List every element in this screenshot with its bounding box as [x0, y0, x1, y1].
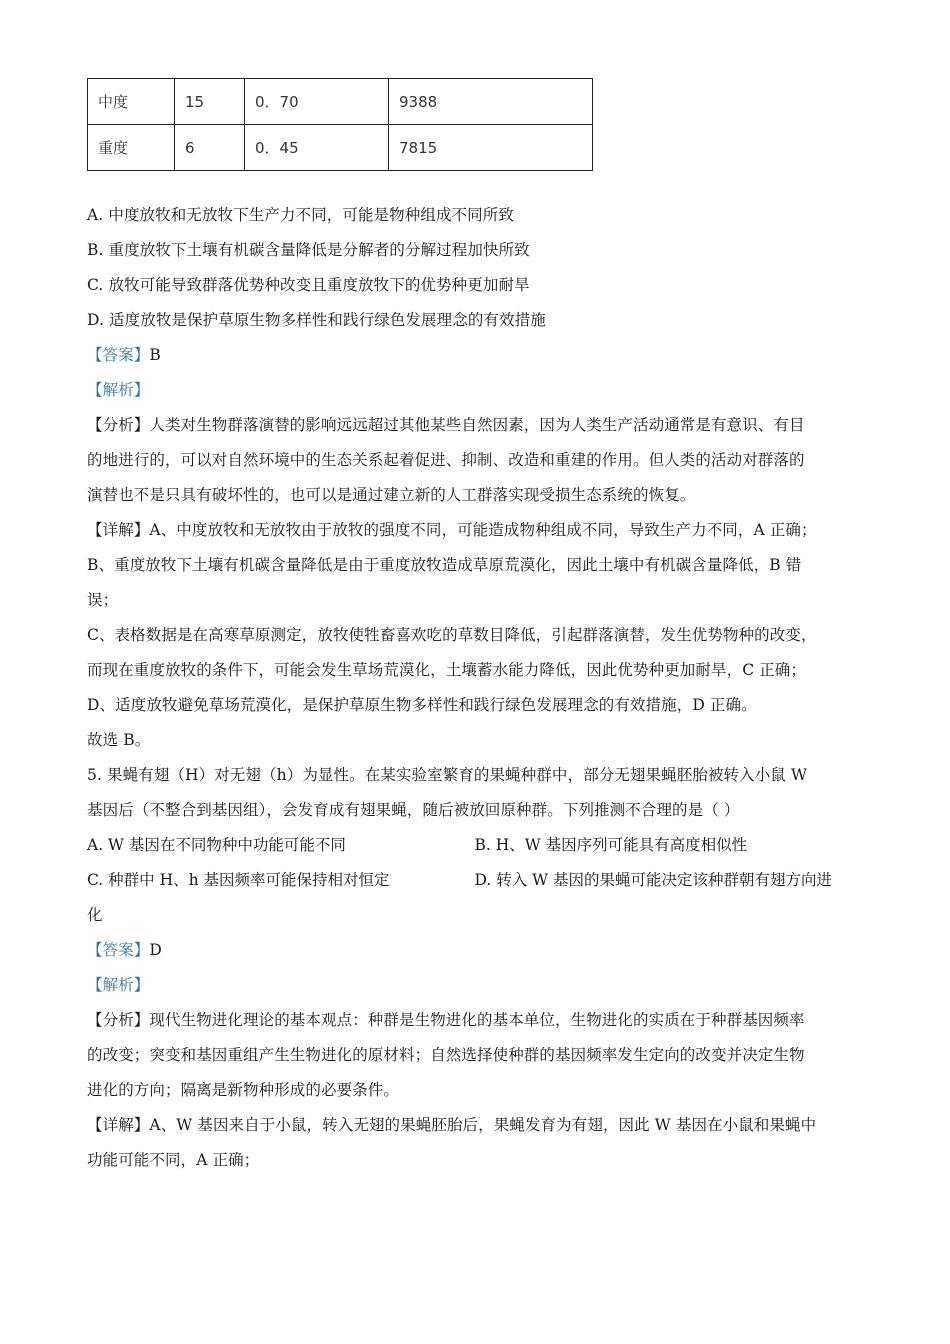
table-cell: 0．70	[245, 79, 389, 125]
q4-option-b: B. 重度放牧下土壤有机碳含量降低是分解者的分解过程加快所致	[87, 241, 530, 259]
q5-options-row-2	[87, 863, 862, 898]
q4-conclusion: 故选 B。	[87, 731, 151, 749]
document-page	[87, 78, 862, 1178]
q4-option-a: A. 中度放牧和无放牧下生产力不同，可能是物种组成不同所致	[87, 206, 514, 224]
q5-fenxi-line	[87, 1003, 862, 1038]
q5-answer	[87, 933, 862, 968]
table-cell: 0．45	[245, 125, 389, 171]
q5-options-row-1	[87, 828, 862, 863]
q4-fenxi-line	[87, 408, 862, 443]
fenxi-tag: 【分析】	[87, 416, 150, 434]
q4-xiangjie-line: B、重度放牧下土壤有机碳含量降低是由于重度放牧造成草原荒漠化，因此土壤中有机碳含量降低，B 错	[87, 556, 802, 574]
q4-xiangjie-line: D、适度放牧避免草场荒漠化，是保护草原生物多样性和践行绿色发展理念的有效措施，D 正确。	[87, 696, 757, 714]
q5-option-d-continued: 化	[87, 906, 103, 924]
table-row	[88, 125, 593, 171]
q4-option-c: C. 放牧可能导致群落优势种改变且重度放牧下的优势种更加耐旱	[87, 276, 530, 294]
table-row	[88, 79, 593, 125]
xiangjie-tag: 【详解】	[87, 1116, 150, 1134]
fenxi-tag: 【分析】	[87, 1011, 150, 1029]
q5-xiangjie-line	[87, 1108, 862, 1143]
q4-analysis-heading	[87, 373, 862, 408]
paragraph-text: 现代生物进化理论的基本观点：种群是生物进化的基本单位，生物进化的实质在于种群基因频率	[149, 1011, 805, 1029]
q5-stem-line: 5. 果蝇有翅（H）对无翅（h）为显性。在某实验室繁育的果蝇种群中，部分无翅果蝇胚胎被转入小鼠 W	[87, 766, 807, 784]
analysis-tag: 【解析】	[87, 976, 150, 994]
q5-fenxi-line: 进化的方向；隔离是新物种形成的必要条件。	[87, 1081, 400, 1099]
q4-fenxi-line: 的地进行的，可以对自然环境中的生态关系起着促进、抑制、改造和重建的作用。但人类的活动对群落的	[87, 451, 805, 469]
paragraph-text: A、W 基因来自于小鼠，转入无翅的果蝇胚胎后，果蝇发育为有翅，因此 W 基因在小鼠和果蝇中	[149, 1116, 817, 1134]
q5-xiangjie-line: 功能可能不同，A 正确；	[87, 1151, 260, 1169]
q5-fenxi-line: 的改变；突变和基因重组产生生物进化的原材料；自然选择使种群的基因频率发生定向的改变并决定生物	[87, 1046, 805, 1064]
q4-fenxi-line: 演替也不是只具有破坏性的，也可以是通过建立新的人工群落实现受损生态系统的恢复。	[87, 486, 696, 504]
q4-xiangjie-line: C、表格数据是在高寒草原测定，放牧使牲畜喜欢吃的草数目降低，引起群落演替，发生优势物种的改变，	[87, 626, 817, 644]
q4-option-d: D. 适度放牧是保护草原生物多样性和践行绿色发展理念的有效措施	[87, 311, 546, 329]
table-cell: 6	[175, 125, 245, 171]
q4-xiangjie-line: 而现在重度放牧的条件下，可能会发生草场荒漠化，土壤蓄水能力降低，因此优势种更加耐旱，C 正确；	[87, 661, 806, 679]
q5-option-d: D. 转入 W 基因的果蝇可能决定该种群朝有翅方向进	[474, 871, 833, 889]
q5-option-b: B. H、W 基因序列可能具有高度相似性	[474, 836, 748, 854]
table-cell: 9388	[389, 79, 593, 125]
table-cell: 中度	[88, 79, 175, 125]
table-cell: 7815	[389, 125, 593, 171]
paragraph-text: A、中度放牧和无放牧由于放牧的强度不同，可能造成物种组成不同，导致生产力不同，A 正确；	[149, 521, 817, 539]
q5-analysis-heading	[87, 968, 862, 1003]
table-cell: 15	[175, 79, 245, 125]
paragraph-text: 人类对生物群落演替的影响远远超过其他某些自然因素，因为人类生产活动通常是有意识、有目	[149, 416, 805, 434]
answer-value: D	[149, 941, 162, 959]
q5-option-a: A. W 基因在不同物种中功能可能不同	[87, 836, 346, 854]
xiangjie-tag: 【详解】	[87, 521, 150, 539]
q4-xiangjie-line: 误；	[87, 591, 119, 609]
analysis-tag: 【解析】	[87, 381, 150, 399]
q4-xiangjie-line	[87, 513, 862, 548]
answer-tag: 【答案】	[87, 346, 150, 364]
grazing-data-table	[87, 78, 593, 171]
answer-tag: 【答案】	[87, 941, 150, 959]
q5-stem-line: 基因后（不整合到基因组），会发育成有翅果蝇，随后被放回原种群。下列推测不合理的是（ ）	[87, 801, 740, 819]
answer-value: B	[149, 346, 161, 364]
table-cell: 重度	[88, 125, 175, 171]
q5-option-c: C. 种群中 H、h 基因频率可能保持相对恒定	[87, 871, 390, 889]
q4-answer	[87, 338, 862, 373]
